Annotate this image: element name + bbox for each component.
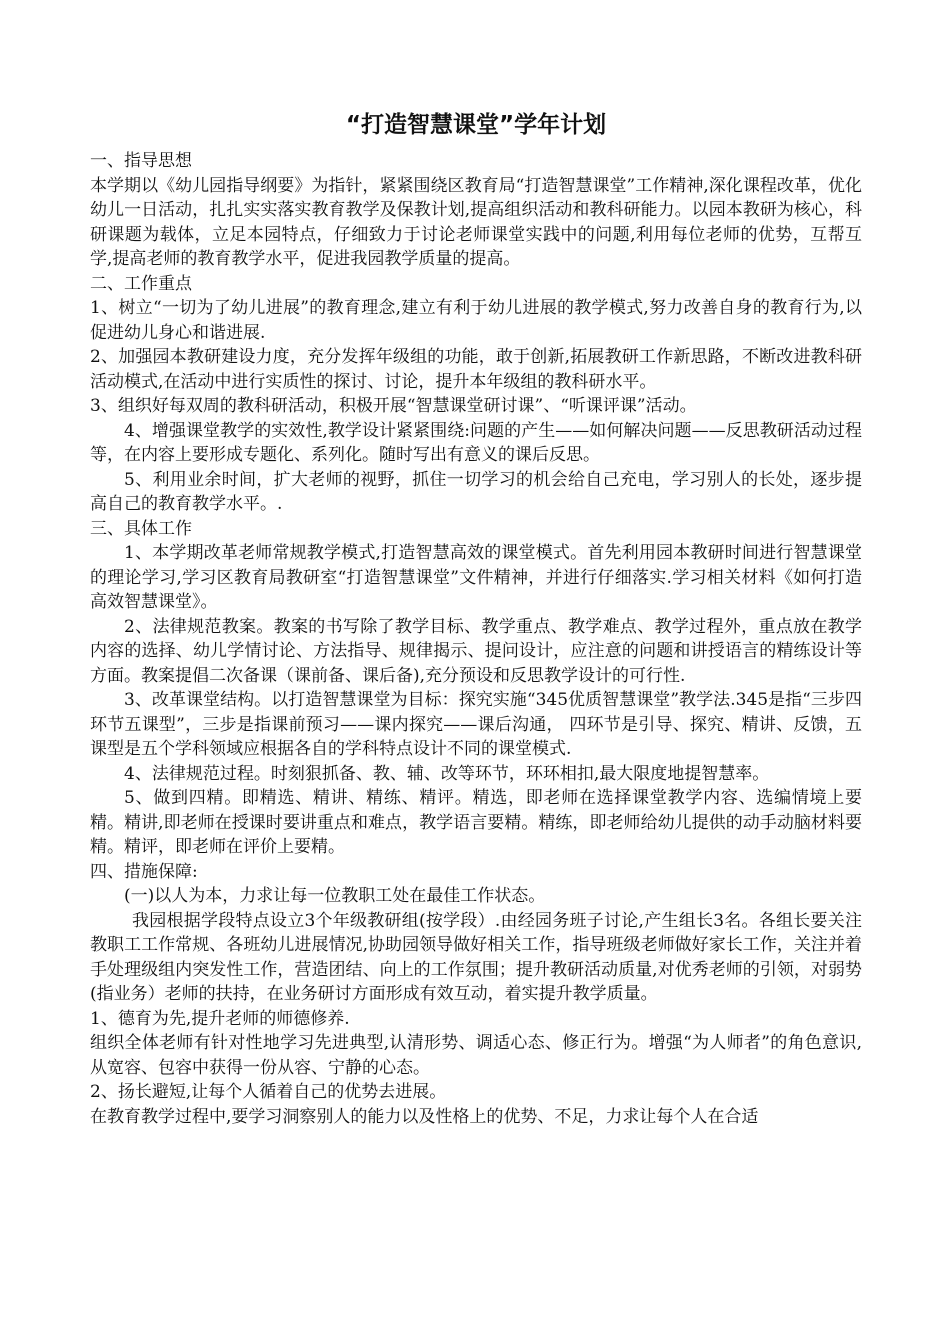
paragraph: 三、具体工作 [90, 518, 192, 539]
paragraph: 4、增强课堂教学的实效性,教学设计紧紧围绕:问题的产生——如何解决问题——反思教研活动过程等，在内容上要形成专题化、系列化。随时写出有意义的课后反思。 [90, 420, 862, 465]
document-body [90, 149, 862, 1129]
paragraph: 二、工作重点 [90, 273, 192, 294]
paragraph: 我园根据学段特点设立3个年级教研组(按学段）.由经园务班子讨论,产生组长3名。各组长要关注教职工工作常规、各班幼儿进展情况,协助园领导做好相关工作，指导班级老师做好家长工作，关注并着手处理级组内突发性工作，营造团结、向上的工作氛围；提升教研活动质量,对优秀老师的引领，对弱势(指业务）老师的扶持，在业务研讨方面形成有效互动，着实提升教学质量。 [90, 910, 862, 1004]
paragraph: 2、法律规范教案。教案的书写除了教学目标、教学重点、教学难点、教学过程外，重点放在教学内容的选择、幼儿学情讨论、方法指导、规律揭示、提问设计，应注意的问题和讲授语言的精练设计等方面。教案提倡二次备课（课前备、课后备),充分预设和反思教学设计的可行性. [90, 616, 862, 686]
document-page [90, 108, 862, 1129]
paragraph: 四、措施保障: [90, 861, 198, 882]
paragraph: 2、加强园本教研建设力度，充分发挥年级组的功能，敢于创新,拓展教研工作新思路，不断改进教科研活动模式,在活动中进行实质性的探讨、讨论，提升本年级组的教科研水平。 [90, 347, 862, 392]
document-title: “打造智慧课堂”学年计划 [345, 112, 607, 138]
paragraph: 3、改革课堂结构。以打造智慧课堂为目标：探究实施“345优质智慧课堂”教学法.345是指“三步四环节五课型”，三步是指课前预习——课内探究——课后沟通， 四环节是引导、探究、精讲、反馈，五课型是五个学科领域应根据各自的学科特点设计不同的课堂模式. [90, 690, 862, 759]
paragraph: 本学期以《幼儿园指导纲要》为指针，紧紧围绕区教育局“打造智慧课堂”工作精神,深化课程改革，优化幼儿一日活动，扎扎实实落实教育教学及保教计划,提高组织活动和教科研能力。以园本教研为核心，科研课题为载体，立足本园特点，仔细致力于讨论老师课堂实践中的问题,利用每位老师的优势，互帮互学,提高老师的教育教学水平，促进我园教学质量的提高。 [90, 175, 862, 269]
paragraph: 5、做到四精。即精选、精讲、精练、精评。精选，即老师在选择课堂教学内容、选编情境上要精。精讲,即老师在授课时要讲重点和难点，教学语言要精。精练，即老师给幼儿提供的动手动脑材料要精。精评，即老师在评价上要精。 [90, 788, 862, 857]
paragraph: 1、德育为先,提升老师的师德修养. [90, 1008, 350, 1029]
paragraph: 1、本学期改革老师常规教学模式,打造智慧高效的课堂模式。首先利用园本教研时间进行智慧课堂的理论学习,学习区教育局教研室“打造智慧课堂”文件精神，并进行仔细落实.学习相关材料《如何打造高效智慧课堂》。 [90, 543, 862, 612]
paragraph: 2、扬长避短,让每个人循着自己的优势去进展。 [90, 1082, 447, 1102]
paragraph: 5、利用业余时间，扩大老师的视野，抓住一切学习的机会给自己充电，学习别人的长处，逐步提高自己的教育教学水平。. [90, 469, 862, 514]
paragraph: 3、组织好每双周的教科研活动，积极开展“智慧课堂研讨课”、“听课评课”活动。 [90, 396, 697, 416]
paragraph: 4、法律规范过程。时刻狠抓备、教、辅、改等环节，环环相扣,最大限度地提智慧率。 [124, 763, 770, 784]
paragraph: 组织全体老师有针对性地学习先进典型,认清形势、调适心态、修正行为。增强“为人师者”的角色意识,从宽容、包容中获得一份从容、宁静的心态。 [90, 1033, 862, 1078]
paragraph: 在教育教学过程中,要学习洞察别人的能力以及性格上的优势、不足，力求让每个人在合适 [90, 1106, 759, 1127]
paragraph: 一、指导思想 [90, 151, 192, 171]
paragraph: (一)以人为本，力求让每一位教职工处在最佳工作状态。 [124, 886, 546, 906]
paragraph: 1、树立“一切为了幼儿进展”的教育理念,建立有利于幼儿进展的教学模式,努力改善自身的教育行为,以促进幼儿身心和谐进展. [90, 298, 862, 343]
